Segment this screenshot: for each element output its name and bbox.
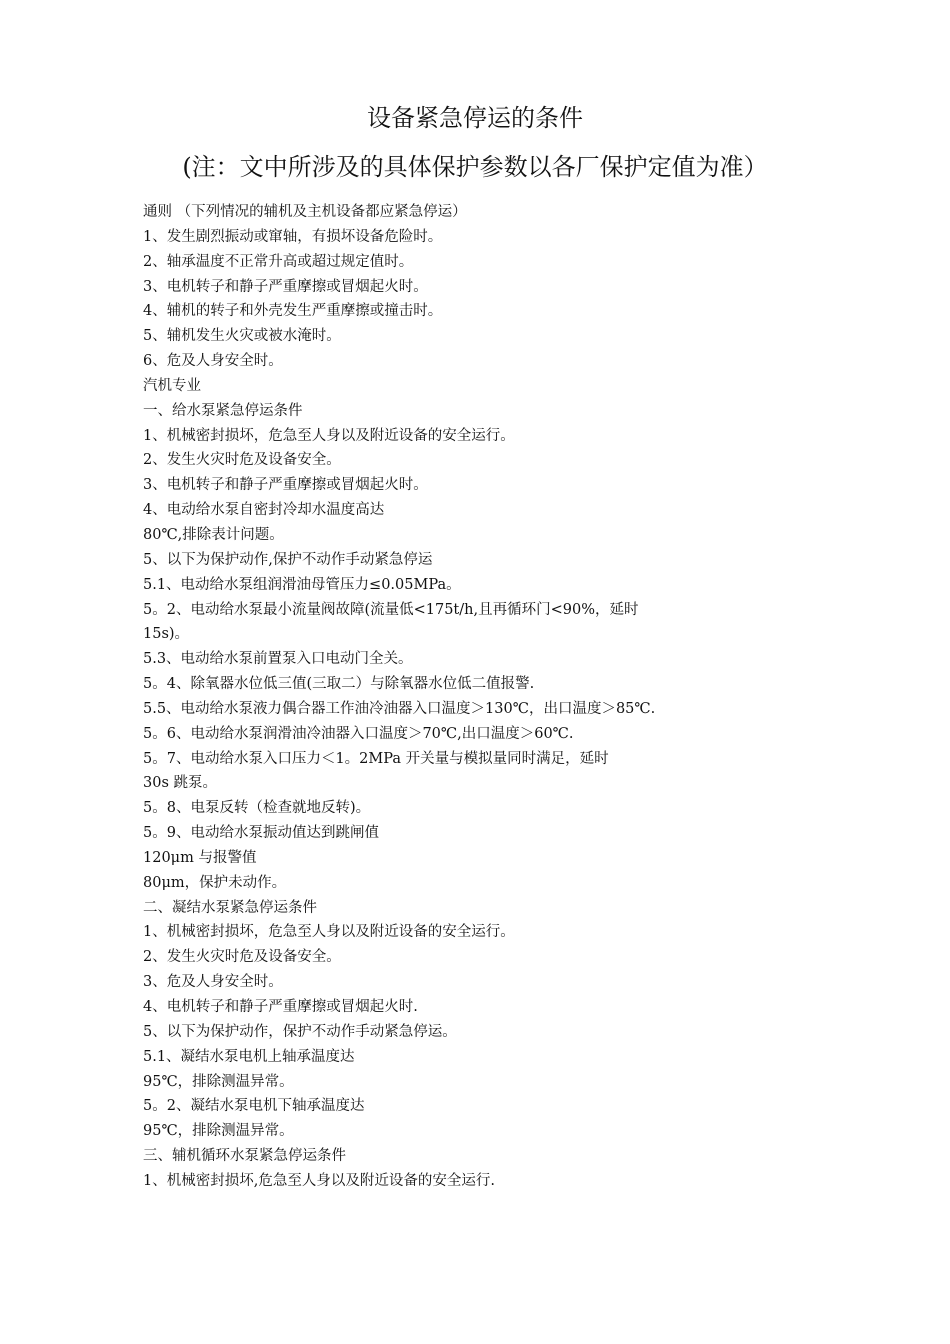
text-line: 5、以下为保护动作，保护不动作手动紧急停运。 (143, 1023, 457, 1040)
text-line: 2、轴承温度不正常升高或超过规定值时。 (143, 253, 414, 270)
text-line: 4、电动给水泵自密封冷却水温度高达 (143, 502, 385, 519)
text-line: 5.1、电动给水泵组润滑油母管压力≤0.05MPa。 (143, 576, 461, 593)
text-line: 1、发生剧烈振动或窜轴，有损坏设备危险时。 (143, 228, 443, 245)
text-line: 5.5、电动给水泵液力偶合器工作油冷油器入口温度＞130℃，出口温度＞85℃. (143, 700, 656, 717)
text-line: 80℃,排除表计问题。 (143, 526, 284, 543)
text-line: 5、辅机发生火灾或被水淹时。 (143, 328, 341, 345)
text-line: 通则 （下列情况的辅机及主机设备都应紧急停运） (143, 204, 467, 220)
text-line: 3、电机转子和静子严重摩擦或冒烟起火时。 (143, 278, 428, 295)
page-title: 设备紧急停运的条件 (367, 104, 583, 132)
text-line: 4、电机转子和静子严重摩擦或冒烟起火时. (143, 999, 418, 1015)
text-line: 5。2、电动给水泵最小流量阀故障(流量低<175t/h,且再循环门<90%，延时 (143, 601, 639, 618)
text-line: 1、机械密封损坏，危急至人身以及附近设备的安全运行。 (143, 924, 515, 941)
text-line: 5、以下为保护动作,保护不动作手动紧急停运 (143, 551, 433, 568)
text-line: 4、辅机的转子和外壳发生严重摩擦或撞击时。 (143, 303, 443, 320)
text-line: 汽机专业 (143, 377, 201, 394)
text-line: 3、电机转子和静子严重摩擦或冒烟起火时。 (143, 477, 428, 494)
text-line: 80μm，保护未动作。 (143, 874, 287, 891)
text-line: 5.3、电动给水泵前置泵入口电动门全关。 (143, 651, 413, 668)
text-line: 一、给水泵紧急停运条件 (143, 402, 303, 419)
text-line: 95℃，排除测温异常。 (143, 1123, 294, 1140)
text-line: 30s 跳泵。 (143, 775, 218, 792)
text-line: 5。4、除氧器水位低三值(三取二）与除氧器水位低二值报警. (143, 676, 535, 693)
page-subtitle: (注：文中所涉及的具体保护参数以各厂保护定值为准） (182, 153, 768, 181)
text-line: 三、辅机循环水泵紧急停运条件 (143, 1148, 346, 1165)
text-line: 95℃，排除测温异常。 (143, 1073, 294, 1090)
text-line: 15s)。 (143, 626, 190, 643)
text-line: 5。8、电泵反转（检查就地反转)。 (143, 800, 371, 817)
text-line: 5。2、凝结水泵电机下轴承温度达 (143, 1098, 365, 1115)
text-line: 2、发生火灾时危及设备安全。 (143, 452, 341, 469)
text-line: 二、凝结水泵紧急停运条件 (143, 899, 317, 916)
text-line: 5。6、电动给水泵润滑油冷油器入口温度＞70℃,出口温度＞60℃. (143, 725, 574, 742)
text-line: 5。7、电动给水泵入口压力＜1。2MPa 开关量与模拟量同时满足，延时 (143, 750, 609, 767)
text-line: 1、机械密封损坏,危急至人身以及附近设备的安全运行. (143, 1172, 495, 1189)
text-line: 5.1、凝结水泵电机上轴承温度达 (143, 1048, 355, 1065)
text-line: 1、机械密封损坏，危急至人身以及附近设备的安全运行。 (143, 427, 515, 444)
text-line: 120μm 与报警值 (143, 849, 257, 866)
document-body (143, 200, 863, 1194)
text-line: 5。9、电动给水泵振动值达到跳闸值 (143, 825, 379, 842)
text-line: 6、危及人身安全时。 (143, 353, 283, 370)
text-line: 2、发生火灾时危及设备安全。 (143, 949, 341, 966)
text-line: 3、危及人身安全时。 (143, 974, 283, 991)
